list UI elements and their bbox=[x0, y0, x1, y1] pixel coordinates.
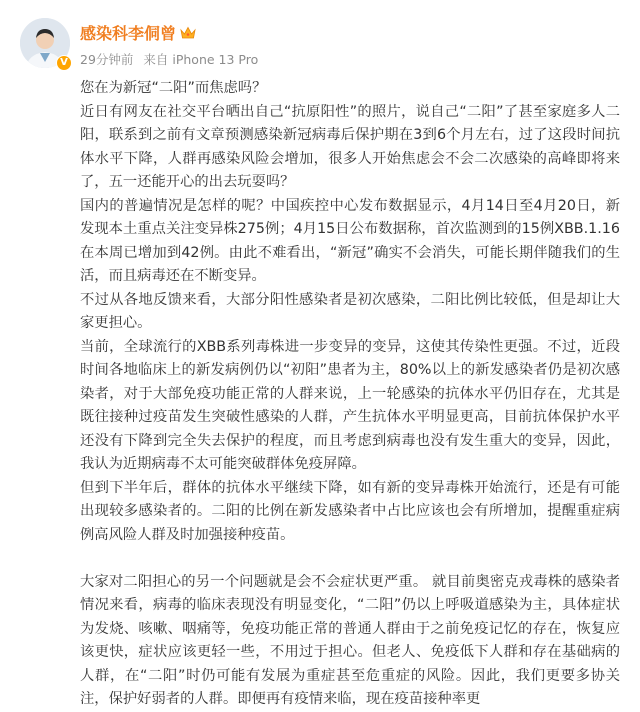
post-source: 来自 iPhone 13 Pro bbox=[143, 52, 259, 67]
paragraph: 大家对二阳担心的另一个问题就是会不会症状更严重。 就目前奥密克戎毒株的感染者情况来看，病毒的临床表现没有明显变化，“二阳”仍以上呼吸道感染为主，具体症状为发烧、咳嗽、咽痛等，免疫功能正常的普通人群由于之前免疫记忆的存在，恢复应该更快，症状应该更轻一些，不用过于担心。但老人、免疫低下人群和存在基础病的人群，在“二阳”时仍可能有发展为重症甚至危重症的风险。因此，我们更要多协关注，保护好弱者的人群。即便再有疫情来临，现在疫苗接种率更 bbox=[80, 573, 620, 707]
paragraph: 您在为新冠“二阳”而焦虑吗？ bbox=[80, 80, 267, 96]
paragraph: 不过从各地反馈来看，大部分阳性感染者是初次感染，二阳比例比较低，但是却让大家更担心。 bbox=[80, 291, 620, 331]
post-meta bbox=[80, 50, 264, 68]
post-time[interactable]: 29分钟前 bbox=[80, 52, 134, 67]
author-name[interactable]: 感染科李侗曾 bbox=[80, 23, 177, 43]
paragraph-spacer bbox=[80, 547, 620, 571]
paragraph: 近日有网友在社交平台晒出自己“抗原阳性”的照片，说自己“二阳”了甚至家庭多人二阳，联系到之前有文章预测感染新冠病毒后保护期在3到6个月左右，过了这段时间抗体水平下降，人群再感染风险会增加，很多人开始焦虑会不会二次感染的高峰即将来了，五一还能开心的出去玩耍吗？ bbox=[80, 103, 620, 190]
paragraph: 国内的普遍情况是怎样的呢？中国疾控中心发布数据显示，4月14日至4月20日，新发现本土重点关注变异株275例；4月15日公布数据称，首次监测到的15例XBB.1.16在本周已增加到42例。由此不难看出，“新冠”确实不会消失，可能长期伴随我们的生活，而且病毒还在不断变异。 bbox=[80, 197, 620, 284]
post-content bbox=[80, 77, 620, 712]
paragraph: 但到下半年后，群体的抗体水平继续下降，如有新的变异毒株开始流行，还是有可能出现较多感染者的。二阳的比例在新发感染者中占比应该也会有所增加，提醒重症病例高风险人群及时加强接种疫苗。 bbox=[80, 479, 620, 543]
crown-icon bbox=[180, 25, 196, 39]
verified-badge-icon: V bbox=[56, 55, 72, 71]
paragraph: 当前，全球流行的XBB系列毒株进一步变异的变异，这使其传染性更强。不过，近段时间各地临床上的新发病例仍以“初阳”患者为主，80%以上的新发感染者仍是初次感染者，对于大部免疫功能正常的人群来说，上一轮感染的抗体水平仍旧存在，尤其是既往接种过疫苗发生突破性感染的人群，产生抗体水平明显更高，目前抗体保护水平还没有下降到完全失去保护的程度，而且考虑到病毒也没有发生重大的变异，因此，我认为近期病毒不太可能突破群体免疫屏障。 bbox=[80, 338, 620, 472]
author-line bbox=[80, 20, 196, 44]
